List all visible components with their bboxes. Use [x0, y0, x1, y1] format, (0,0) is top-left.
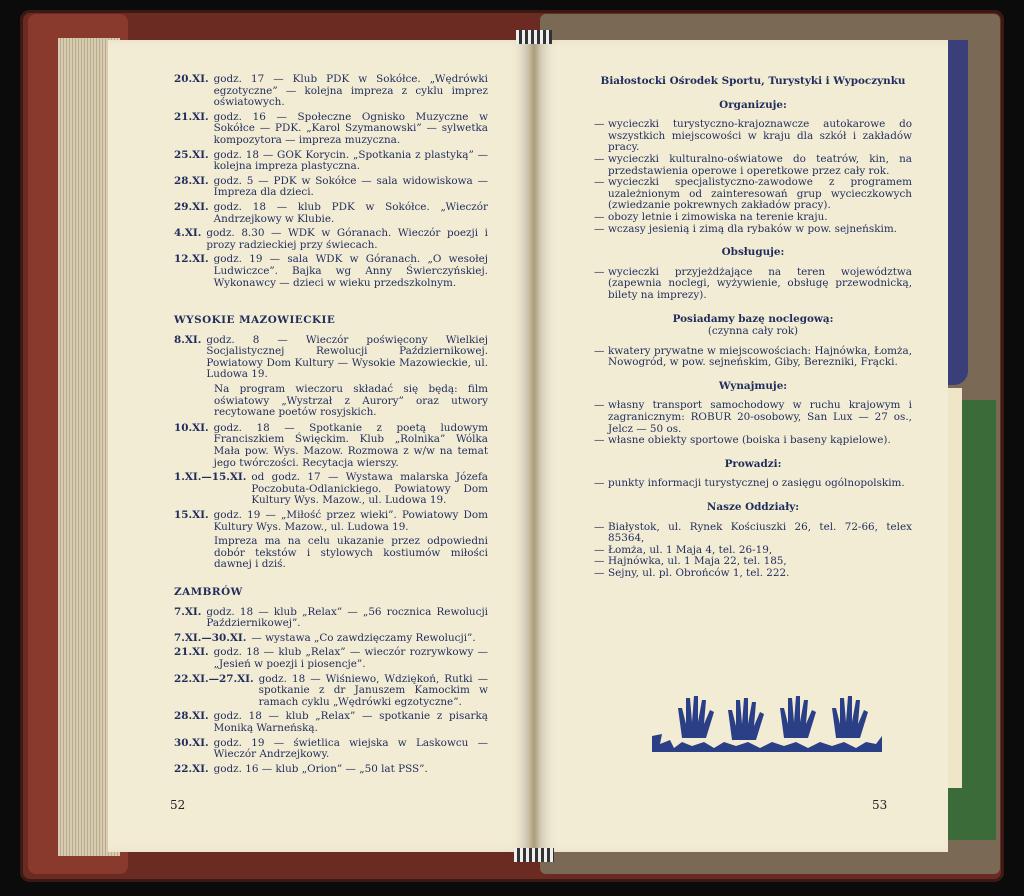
- dash-bullet: —: [594, 567, 605, 579]
- event-text: godz. 18 — klub „Relax” — wieczór rozrywkowy — „Jesień w poezji i piosencje”.: [213, 646, 488, 670]
- prowadzi-heading: Prowadzi:: [724, 457, 782, 470]
- event-text: godz. 5 — PDK w Sokółce — sala widowiskowa — Impreza dla dzieci.: [213, 174, 488, 199]
- hands-ornament-icon: [652, 688, 882, 752]
- event-entry: [174, 176, 488, 199]
- event-date: 10.XI.: [174, 421, 209, 434]
- organizuje-heading: Organizuje:: [719, 98, 787, 111]
- organizuje-item: [594, 224, 912, 236]
- event-text: godz. 8.30 — WDK w Góranach. Wieczór poezji i prozy radzieckiej przy świecach.: [206, 227, 488, 251]
- organizuje-item-text: wycieczki specjalistyczno-zawodowe z programem uzależnionym od zainteresowań grup wycieczkowych (zwiedzanie pokrewnych zakładów pracy).: [608, 176, 912, 212]
- event-entry: [174, 112, 488, 147]
- event-entry: [174, 633, 488, 645]
- oddzialy-heading: Nasze Oddziały:: [706, 501, 800, 514]
- event-text: godz. 18 — Spotkanie z poetą ludowym Franciszkiem Święckim. Klub „Rolnika” Wólka Mała pow. Wys. Mazow. Rozmowa z w/w na temat jego twórczości. Recytacja wierszy.: [213, 421, 488, 469]
- event-text: godz. 8 — Wieczór poświęcony Wielkiej Socjalistycznej Rewolucji Październikowej. Powiatowy Dom Kultury — Wysokie Mazowieckie, ul. Ludowa 19.: [206, 333, 488, 381]
- baza-heading: Posiadamy bazę noclegową:: [672, 312, 834, 325]
- event-date: 28.XI.: [174, 710, 209, 723]
- event-date: 21.XI.: [174, 110, 209, 123]
- event-entry: [174, 202, 488, 225]
- event-entry: [174, 607, 488, 630]
- event-text: — wystawa „Co zawdzięczamy Rewolucji”.: [251, 631, 476, 644]
- left-page-content: [174, 74, 488, 778]
- dash-bullet: —: [594, 118, 605, 131]
- event-entry: [174, 150, 488, 173]
- event-text: godz. 18 — klub „Relax” — spotkanie z pisarką Moniką Warneńską.: [213, 710, 488, 734]
- event-date: 22.XI.—27.XI.: [174, 672, 254, 685]
- organizuje-item-text: obozy letnie i zimowiska na terenie kraju.: [608, 210, 828, 223]
- event-date: 4.XI.: [174, 227, 202, 240]
- event-entry: [174, 764, 488, 776]
- page-number-left: 52: [170, 798, 186, 812]
- organizuje-item: [594, 177, 912, 212]
- organizuje-item: [594, 212, 912, 224]
- event-text: godz. 18 — Wiśniewo, Wdziękoń, Rutki — spotkanie z dr Januszem Kamockim w ramach cyklu „Wędrówki egzotyczne”.: [258, 672, 488, 708]
- event-date: 7.XI.: [174, 605, 202, 618]
- oddzialy-item: [594, 568, 912, 580]
- dash-bullet: —: [594, 543, 605, 556]
- dash-bullet: —: [594, 152, 605, 165]
- right-page-content: [594, 76, 912, 580]
- event-entry: [174, 510, 488, 533]
- section-heading-wysokie: WYSOKIE MAZOWIECKIE: [174, 314, 336, 327]
- right-page: [536, 40, 948, 852]
- organization-title: Białostocki Ośrodek Sportu, Turystyki i Wypoczynku: [600, 75, 906, 87]
- wynajmuje-item-text: własne obiekty sportowe (boiska i baseny kąpielowe).: [608, 434, 891, 447]
- baza-item-text: kwatery prywatne w miejscowościach: Hajnówka, Łomża, Nowogród, w pow. sejneńskim, Giby, Berezniki, Frącki.: [608, 344, 912, 369]
- event-text: godz. 17 — Klub PDK w Sokółce. „Wędrówki egzotyczne” — kolejna impreza z cyklu imprez oświatowych.: [213, 73, 488, 109]
- event-date: 20.XI.: [174, 73, 209, 85]
- wynajmuje-item-text: własny transport samochodowy w ruchu krajowym i zagranicznym: ROBUR 20-osobowy, San Lux — 27 os., Jelcz — 50 os.: [608, 399, 912, 435]
- dash-bullet: —: [594, 176, 605, 189]
- organizuje-item: [594, 119, 912, 154]
- dash-bullet: —: [594, 265, 605, 278]
- event-text: godz. 18 — GOK Korycin. „Spotkania z plastyką” — kolejna impreza plastyczna.: [213, 148, 488, 173]
- event-date: 21.XI.: [174, 646, 209, 659]
- headband-top: [516, 30, 552, 44]
- dash-bullet: —: [594, 399, 605, 412]
- event-text: od godz. 17 — Wystawa malarska Józefa Poczobuta-Odlanickiego. Powiatowy Dom Kultury Wys. Mazow., ul. Ludowa 19.: [251, 471, 488, 507]
- event-date: 30.XI.: [174, 736, 209, 749]
- event-date: 8.XI.: [174, 333, 202, 346]
- baza-item: [594, 346, 912, 369]
- event-entry: [174, 423, 488, 469]
- obsluguje-item-text: wycieczki przyjeżdżające na teren województwa (zapewnia noclegi, wyżywienie, obsługę przewodnicką, bilety na imprezy).: [608, 265, 912, 301]
- oddzialy-item-text: Hajnówka, ul. 1 Maja 22, tel. 185,: [608, 555, 787, 568]
- oddzialy-item-text: Łomża, ul. 1 Maja 4, tel. 26-19,: [608, 543, 773, 556]
- event-entry: [174, 711, 488, 734]
- oddzialy-item-text: Białystok, ul. Rynek Kościuszki 26, tel. 72-66, telex 85364,: [608, 520, 912, 545]
- event-date: 22.XI.: [174, 762, 209, 775]
- left-page: [108, 40, 532, 852]
- event-entry: [174, 647, 488, 670]
- event-date: 7.XI.—30.XI.: [174, 631, 247, 644]
- wynajmuje-item: [594, 435, 912, 447]
- dash-bullet: —: [594, 344, 605, 357]
- dash-bullet: —: [594, 520, 605, 533]
- event-text: godz. 16 — Społeczne Ognisko Muzyczne w Sokółce — PDK. „Karol Szymanowski” — sylwetka kompozytora — impreza muzyczna.: [213, 110, 488, 146]
- obsluguje-item: [594, 267, 912, 302]
- wynajmuje-heading: Wynajmuje:: [718, 379, 788, 392]
- event-text: godz. 16 — klub „Orion” — „50 lat PSS”.: [213, 762, 428, 775]
- event-note: Na program wieczoru składać się będą: film oświatowy „Wystrzał z Aurory” oraz utwory recytowane poetów rosyjskich.: [214, 383, 488, 419]
- section-heading-zambrow: ZAMBRÓW: [174, 585, 243, 598]
- prowadzi-item: [594, 478, 912, 490]
- organizuje-item: [594, 154, 912, 177]
- event-text: godz. 18 — klub „Relax” — „56 rocznica Rewolucji Październikowej”.: [206, 605, 488, 630]
- event-text: godz. 18 — klub PDK w Sokółce. „Wieczór Andrzejkowy w Klubie.: [213, 200, 488, 225]
- oddzialy-item: [594, 522, 912, 545]
- book-gutter: [528, 40, 540, 852]
- organizuje-item-text: wczasy jesienią i zimą dla rybaków w pow. sejneńskim.: [608, 222, 897, 235]
- event-entry: [174, 228, 488, 251]
- event-entry: [174, 74, 488, 109]
- event-text: godz. 19 — sala WDK w Góranach. „O wesołej Ludwiczce”. Bajka wg Anny Świerczyńskiej. Wykonawcy — dzieci w wieku przedszkolnym.: [213, 253, 488, 289]
- obsluguje-heading: Obsługuje:: [721, 246, 785, 259]
- baza-subheading: (czynna cały rok): [707, 325, 799, 338]
- event-date: 28.XI.: [174, 174, 209, 187]
- event-date: 1.XI.—15.XI.: [174, 471, 247, 484]
- prowadzi-item-text: punkty informacji turystycznej o zasięgu ogólnopolskim.: [608, 477, 905, 490]
- event-date: 25.XI.: [174, 148, 209, 161]
- event-entry: [174, 472, 488, 507]
- event-entry: [174, 738, 488, 761]
- page-number-right: 53: [872, 798, 888, 812]
- organizuje-item-text: wycieczki kulturalno-oświatowe do teatrów, kin, na przedstawienia operowe i operetkowe przez cały rok.: [608, 152, 912, 177]
- headband-bottom: [514, 848, 554, 862]
- event-note: Impreza ma na celu ukazanie przez odpowiedni dobór tekstów i stylowych kostiumów miłości dawnej i dziś.: [214, 535, 488, 571]
- oddzialy-item-text: Sejny, ul. pl. Obrońców 1, tel. 222.: [608, 567, 790, 579]
- event-text: godz. 19 — „Miłość przez wieki”. Powiatowy Dom Kultury Wys. Mazow., ul. Ludowa 19.: [213, 509, 488, 533]
- dash-bullet: —: [594, 210, 605, 223]
- event-date: 29.XI.: [174, 200, 209, 213]
- event-date: 12.XI.: [174, 253, 209, 266]
- event-entry: [174, 254, 488, 289]
- dash-bullet: —: [594, 477, 605, 490]
- dash-bullet: —: [594, 222, 605, 235]
- event-entry: [174, 335, 488, 381]
- dash-bullet: —: [594, 555, 605, 568]
- organizuje-item-text: wycieczki turystyczno-krajoznawcze autokarowe do wszystkich miejscowości w kraju dla szkół i zakładów pracy.: [608, 118, 912, 154]
- dash-bullet: —: [594, 434, 605, 447]
- wynajmuje-item: [594, 400, 912, 435]
- event-entry: [174, 674, 488, 709]
- event-date: 15.XI.: [174, 509, 209, 521]
- event-text: godz. 19 — świetlica wiejska w Laskowcu — Wieczór Andrzejkowy.: [213, 736, 488, 761]
